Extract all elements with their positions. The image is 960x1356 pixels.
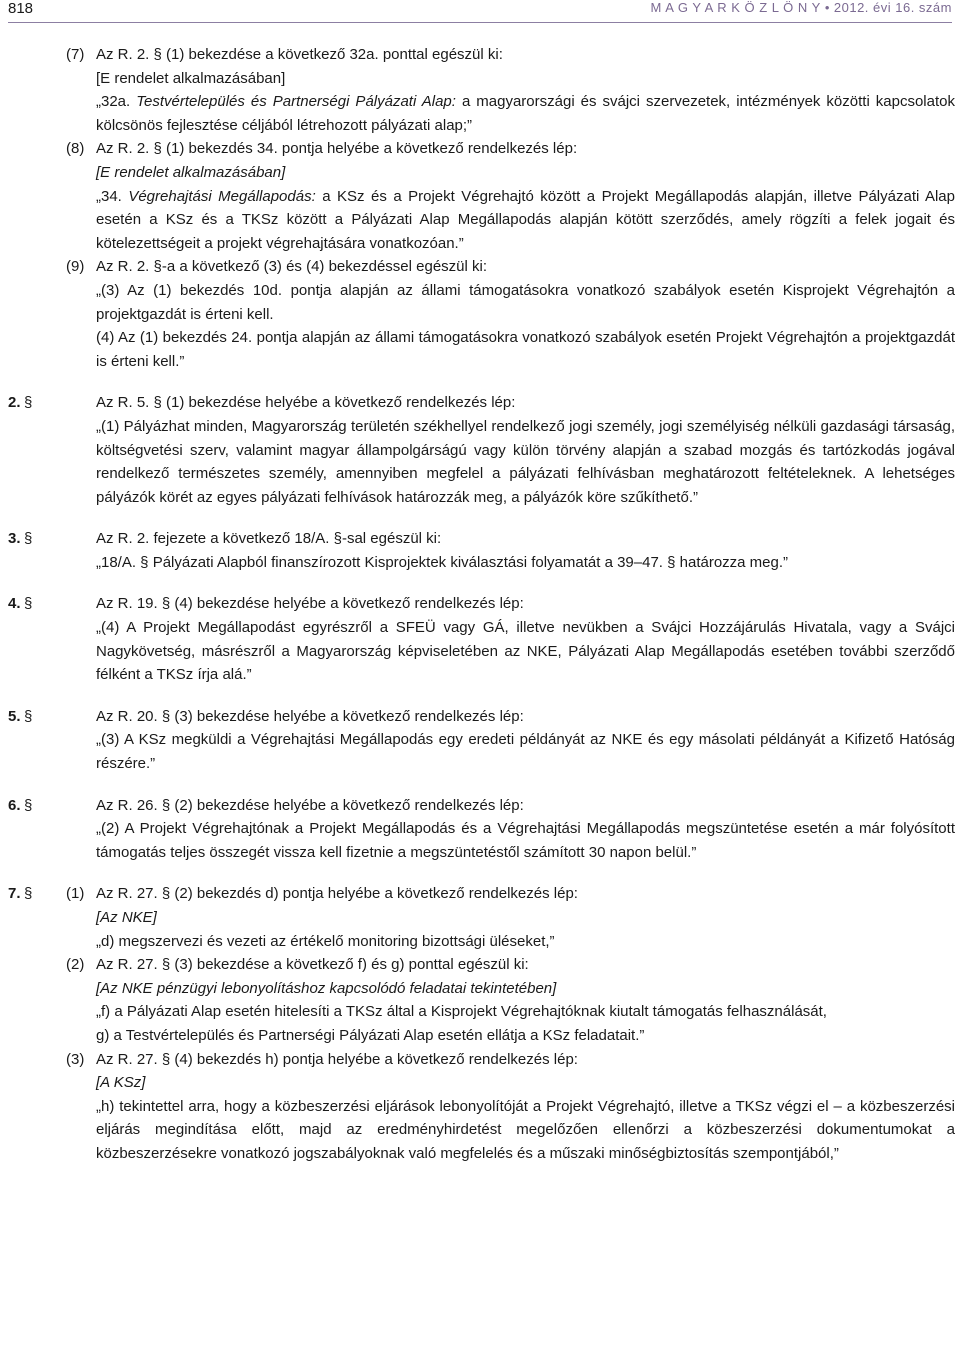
- section-4: [0, 592, 960, 616]
- section-text: Az R. 19. § (4) bekezdése helyébe a következő rendelkezés lép:: [96, 595, 524, 613]
- paragraph-text: Az R. 27. § (4) bekezdés h) pontja helyébe a következő rendelkezés lép:: [96, 1050, 578, 1068]
- quote-start: „34.: [96, 187, 129, 205]
- quoted-text: „f) a Pályázati Alap esetén hitelesíti a TKSz által a Kisprojekt Végrehajtóknak kiutalt támogatás felhasználását,: [96, 1003, 827, 1021]
- quote-start: „32a.: [96, 93, 137, 111]
- section-text: Az R. 26. § (2) bekezdése helyébe a következő rendelkezés lép:: [96, 796, 524, 814]
- section-sign: §: [24, 530, 33, 548]
- section-sign: §: [24, 595, 33, 613]
- definition-text: a KSz és a Projekt Végrehajtó között a Projekt Megállapodás alapján, illetve Pályázati Alap esetén a KSz és a TKSz között a Pályázati Alap Megállapodás alapján kötött szerződés, amely rögzíti a felek jogait és kötelezettségeit a projekt végrehajtására vonatkozóan.”: [96, 187, 955, 252]
- quoted-text: „(4) A Projekt Megállapodást egyrészről a SFEÜ vagy GÁ, illetve nevükben a Svájci Hozzájárulás Hivatala, vagy a Svájci Nagykövetség, másrészről a Magyarország képviseletében az NKE, Pályázati Alap Megállapodás esetében további szerződő félként a TKSz írja alá.”: [96, 619, 955, 684]
- section-sign: §: [24, 796, 33, 814]
- context-bracket: [Az NKE]: [96, 909, 157, 926]
- quoted-definition: [0, 185, 960, 256]
- defined-term: Végrehajtási Megállapodás:: [128, 187, 316, 205]
- paragraph-number: (9): [66, 258, 85, 276]
- section-gap: [0, 864, 960, 882]
- bullet-separator: •: [824, 0, 830, 15]
- paragraph-8: [0, 137, 960, 161]
- issue-label: 2012. évi 16. szám: [833, 0, 952, 15]
- quoted-text: „(3) A KSz megküldi a Végrehajtási Megállapodás egy eredeti példányát az NKE és egy másolati példányát a Kifizető Hatóság részére.”: [96, 731, 955, 773]
- journal-title: [651, 0, 952, 15]
- context-bracket: [Az NKE pénzügyi lebonyolításhoz kapcsolódó feladatai tekintetében]: [96, 979, 557, 997]
- section-gap: [0, 687, 960, 705]
- section-7-paragraph-2: [0, 953, 960, 977]
- section-sign: §: [24, 707, 33, 725]
- section-6: [0, 794, 960, 818]
- section-number: 6.: [8, 796, 21, 814]
- section-3: [0, 527, 960, 551]
- paragraph-text: Az R. 2. § (1) bekezdése a következő 32a. ponttal egészül ki:: [96, 46, 503, 63]
- section-gap: [0, 776, 960, 794]
- section-text: Az R. 2. fejezete a következő 18/A. §-sal egészül ki:: [96, 530, 442, 548]
- quoted-text: „h) tekintettel arra, hogy a közbeszerzési eljárások lebonyolítóját a Projekt Végrehajtó, illetve a TKSz végzi el – a közbeszerzési eljárás megindítása előtt, majd az eredményhirdetést megelőzően ellenőrzi a közbeszerzési dokumentumokat a közbeszerzésekre vonatkozó jogszabályoknak való megfelelés és a műszaki minőségbiztosítás szempontjából,”: [96, 1097, 955, 1162]
- quoted-text: „(3) Az (1) bekezdés 10d. pontja alapján az állami támogatásokra vonatkozó szabályok esetén Kisprojekt Végrehajtón a projektgazdát is érteni kell.: [96, 281, 955, 323]
- paragraph-text: Az R. 27. § (2) bekezdés d) pontja helyébe a következő rendelkezés lép:: [96, 885, 578, 903]
- context-bracket: [E rendelet alkalmazásában]: [96, 69, 286, 87]
- page-number: 818: [8, 0, 34, 17]
- section-number: 5.: [8, 707, 21, 725]
- section-sign: §: [24, 885, 33, 903]
- page-header: [8, 0, 952, 20]
- section-text: Az R. 20. § (3) bekezdése helyébe a következő rendelkezés lép:: [96, 707, 524, 725]
- context-bracket: [E rendelet alkalmazásában]: [96, 163, 286, 181]
- quoted-text: „(2) A Projekt Végrehajtónak a Projekt Megállapodás és a Végrehajtási Megállapodás megszüntetése esetén a már folyósított támogatás teljes összegét vissza kell fizetnie a megszüntetéstől számított 30 napon belül.”: [96, 820, 955, 861]
- quoted-text: „(1) Pályázhat minden, Magyarország területén székhellyel rendelkező jogi személy, jogi személyiség nélküli gazdasági társaság, költségvetési szerv, valamint magyar állampolgárságú vagy külön törvény alapján a szabad mozgás és tartózkodás jogával rendelkező természetes személy, amennyiben megfelel a pályázati felhívásban meghatározott feltételeknek. A lehetséges pályázók körét az egyes pályázati felhívások határozzák meg, a pályázók köre szűkíthető.”: [96, 417, 955, 506]
- section-2: [0, 391, 960, 415]
- section-7: [0, 882, 960, 906]
- context-bracket: [A KSz]: [96, 1074, 146, 1092]
- quoted-text: g) a Testvértelepülés és Partnerségi Pályázati Alap esetén ellátja a KSz feladatait.”: [96, 1026, 645, 1044]
- definition-text: a magyarországi és svájci szervezetek, intézmények közötti kapcsolatok kölcsönös fejlesztése céljából létrehozott pályázati alap;”: [96, 93, 955, 134]
- section-gap: [0, 509, 960, 527]
- section-number: 4.: [8, 595, 21, 613]
- section-gap: [0, 373, 960, 391]
- section-5: [0, 705, 960, 729]
- paragraph-text: Az R. 2. § (1) bekezdés 34. pontja helyébe a következő rendelkezés lép:: [96, 140, 578, 158]
- document-body: [0, 43, 960, 1166]
- paragraph-text: Az R. 27. § (3) bekezdése a következő f) és g) ponttal egészül ki:: [96, 956, 529, 974]
- paragraph-text: Az R. 2. §-a a következő (3) és (4) bekezdéssel egészül ki:: [96, 258, 488, 276]
- section-gap: [0, 574, 960, 592]
- journal-name: M A G Y A R K Ö Z L Ö N Y: [650, 0, 821, 15]
- paragraph-number: (7): [66, 46, 85, 63]
- section-number: 3.: [8, 530, 21, 548]
- section-sign: §: [24, 394, 33, 412]
- paragraph-number: (2): [66, 956, 85, 974]
- quoted-definition: [0, 90, 960, 137]
- paragraph-9: [0, 255, 960, 279]
- header-divider: [8, 22, 952, 23]
- paragraph-number: (8): [66, 140, 85, 158]
- defined-term: Testvértelepülés és Partnerségi Pályázati Alap:: [136, 93, 456, 111]
- quoted-text: (4) Az (1) bekezdés 24. pontja alapján az állami támogatásokra vonatkozó szabályok esetén Projekt Végrehajtón a projektgazdát is érteni kell.”: [96, 329, 955, 370]
- section-number: 7.: [8, 885, 21, 903]
- quoted-text: „d) megszervezi és vezeti az értékelő monitoring bizottsági üléseket,”: [96, 932, 555, 950]
- quoted-text: „18/A. § Pályázati Alapból finanszírozott Kisprojektek kiválasztási folyamatát a 39–47. § határozza meg.”: [96, 553, 789, 571]
- section-7-paragraph-3: [0, 1048, 960, 1072]
- section-number: 2.: [8, 394, 21, 412]
- paragraph-7: [0, 43, 960, 67]
- paragraph-number: (1): [66, 885, 85, 903]
- paragraph-number: (3): [66, 1050, 85, 1068]
- section-text: Az R. 5. § (1) bekezdése helyébe a következő rendelkezés lép:: [96, 394, 516, 412]
